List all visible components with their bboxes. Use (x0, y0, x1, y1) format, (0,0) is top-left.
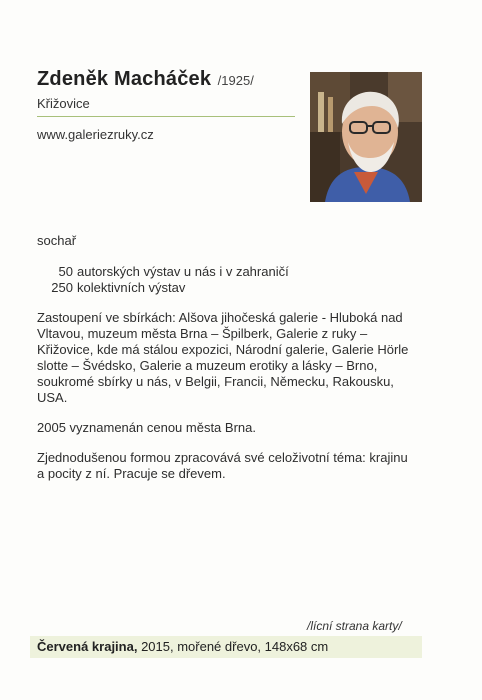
artwork-caption (30, 636, 422, 658)
artist-name: Zdeněk Macháček (37, 68, 212, 90)
artist-bio (37, 233, 417, 482)
award-paragraph: 2005 vyznamenán cenou města Brna. (37, 420, 256, 435)
artist-heading (37, 68, 254, 91)
exhibition-stats (37, 264, 417, 296)
theme-paragraph: Zjednodušenou formou zpracovává své celoživotní téma: krajinu a pocity z ní. Pracuje se dřevem. (37, 450, 408, 481)
portrait-image (310, 72, 422, 202)
artwork-details: 2015, mořené dřevo, 148x68 cm (137, 639, 329, 654)
portrait-photo (310, 72, 422, 202)
stat-number: 50 (58, 264, 73, 279)
stat-number: 250 (51, 280, 73, 295)
header-divider (37, 116, 295, 117)
card-side-note: /lícní strana karty/ (307, 619, 402, 633)
artist-birth-year: /1925/ (217, 73, 254, 88)
collections-paragraph: Zastoupení ve sbírkách: Alšova jihočeská galerie - Hluboká nad Vltavou, muzeum města Brna – Špilberk, Galerie z ruky – Křižovice, kde má stálou expozici, Národní galerie, Galerie Hörle slotte – Švédsko, Galerie a muzeum erotiky a lásky – Brno, soukromé sbírky u nás, v Belgii, Francii, Německu, Rakousku, USA. (37, 310, 409, 405)
artwork-title: Červená krajina, (37, 639, 138, 654)
stat-label: kolektivních výstav (77, 280, 186, 295)
artist-location: Křižovice (37, 96, 90, 111)
artist-role: sochař (37, 233, 77, 248)
stat-row (37, 280, 417, 296)
stat-row (37, 264, 417, 280)
stat-label: autorských výstav u nás i v zahraničí (77, 264, 289, 279)
website-link[interactable]: www.galeriezruky.cz (37, 127, 154, 142)
